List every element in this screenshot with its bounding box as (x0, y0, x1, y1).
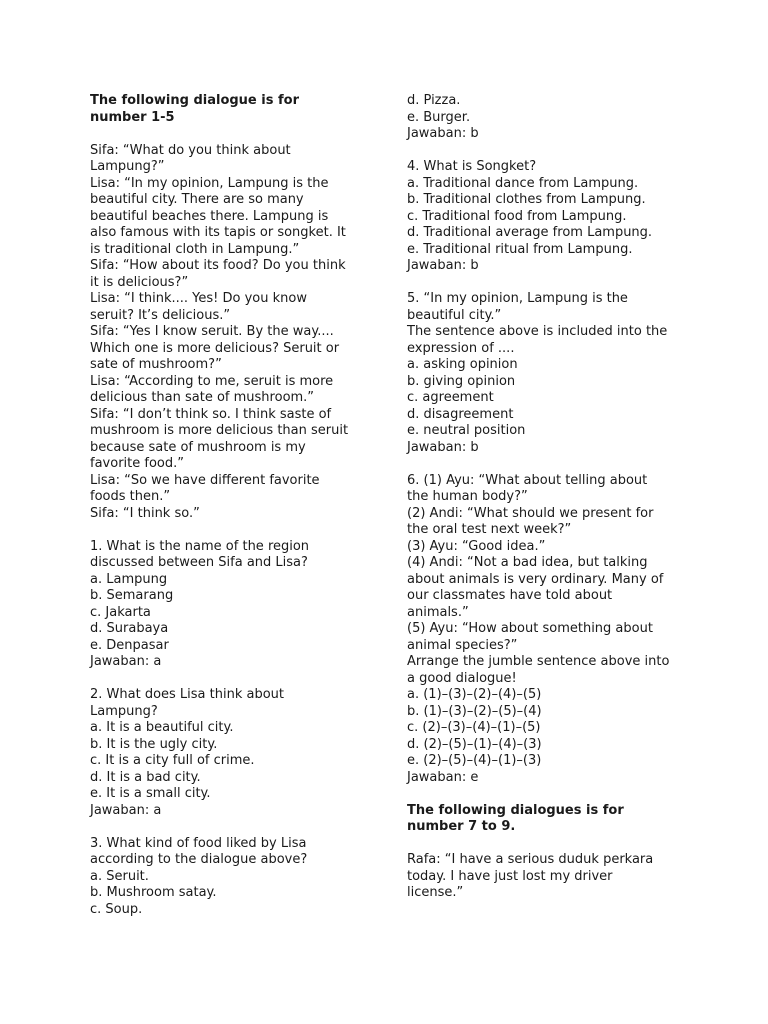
blank-line (90, 522, 375, 539)
text-line: e. Traditional ritual from Lampung. (407, 241, 633, 257)
text-line: b. Semarang (90, 588, 174, 603)
text-line: (2) Andi: “What should we present for (407, 505, 654, 521)
blank-line (90, 819, 375, 836)
text-line: d. It is a bad city. (90, 769, 201, 785)
text-line: b. Traditional clothes from Lampung. (407, 192, 646, 207)
text-line: it is delicious?” (90, 274, 189, 290)
text-line: d. Traditional average from Lampung. (407, 225, 653, 240)
text-line: Sifa: “I don’t think so. I think saste of (90, 406, 332, 422)
text-line: 3. What kind of food liked by Lisa (90, 835, 307, 851)
text-line: Jawaban: e (407, 769, 479, 785)
text-line: our classmates have told about (407, 588, 613, 603)
text-line: Sifa: “Yes I know seruit. By the way.... (90, 324, 334, 339)
right-column (407, 93, 687, 902)
text-line: favorite food.” (90, 456, 184, 471)
text-line: license.” (407, 885, 464, 900)
blank-line (407, 143, 687, 160)
text-line: a. It is a beautiful city. (90, 720, 234, 735)
text-line: c. Traditional food from Lampung. (407, 208, 627, 224)
text-line: a. Lampung (90, 571, 168, 587)
text-line: 2. What does Lisa think about (90, 687, 285, 702)
text-line: c. agreement (407, 390, 494, 405)
text-line: Lampung?” (90, 159, 165, 174)
text-line: Lampung? (90, 703, 158, 719)
text-line: animals.” (407, 604, 469, 620)
blank-line (90, 671, 375, 688)
text-line: 6. (1) Ayu: “What about telling about (407, 472, 648, 488)
text-line: e. Burger. (407, 109, 471, 125)
text-line: c. It is a city full of crime. (90, 753, 255, 768)
text-line: Arrange the jumble sentence above into (407, 654, 670, 669)
text-line: 5. “In my opinion, Lampung is the (407, 291, 628, 306)
text-line: because sate of mushroom is my (90, 439, 306, 455)
text-line: delicious than sate of mushroom.” (90, 390, 315, 405)
text-line: e. It is a small city. (90, 786, 211, 801)
text-line: e. Denpasar (90, 637, 169, 653)
text-line: Which one is more delicious? Seruit or (90, 340, 340, 356)
text-line: c. Jakarta (90, 604, 151, 620)
text-line: mushroom is more delicious than seruit (90, 423, 349, 438)
section-heading-line: number 1-5 (90, 109, 175, 125)
text-line: e. (2)–(5)–(4)–(1)–(3) (407, 753, 542, 768)
text-line: (5) Ayu: “How about something about (407, 621, 653, 636)
text-line: Sifa: “I think so.” (90, 505, 200, 521)
text-line: Jawaban: a (90, 654, 162, 669)
text-line: The sentence above is included into the (407, 324, 668, 339)
text-line: (4) Andi: “Not a bad idea, but talking (407, 555, 648, 570)
text-line: d. disagreement (407, 406, 514, 422)
blank-line (90, 126, 375, 143)
text-line: (3) Ayu: “Good idea.” (407, 538, 546, 554)
text-line: c. (2)–(3)–(4)–(1)–(5) (407, 720, 541, 735)
text-line: d. (2)–(5)–(1)–(4)–(3) (407, 736, 542, 752)
text-line: beautiful city.” (407, 307, 502, 323)
text-line: Jawaban: a (90, 802, 162, 818)
blank-line (407, 275, 687, 292)
section-heading-line: number 7 to 9. (407, 819, 516, 834)
text-line: Sifa: “How about its food? Do you think (90, 258, 346, 273)
text-line: e. neutral position (407, 423, 526, 438)
text-line: a. (1)–(3)–(2)–(4)–(5) (407, 687, 542, 702)
text-line: expression of .... (407, 340, 515, 356)
text-line: Jawaban: b (407, 258, 479, 273)
text-line: Lisa: “I think.... Yes! Do you know (90, 291, 307, 306)
blank-line (407, 786, 687, 803)
text-line: the human body?” (407, 489, 528, 504)
text-line: Lisa: “In my opinion, Lampung is the (90, 175, 329, 191)
text-line: b. Mushroom satay. (90, 885, 217, 900)
text-line: sate of mushroom?” (90, 357, 222, 372)
text-line: 1. What is the name of the region (90, 538, 310, 554)
text-line: c. Soup. (90, 901, 143, 917)
text-line: d. Surabaya (90, 621, 169, 636)
text-line: today. I have just lost my driver (407, 868, 613, 884)
text-line: 4. What is Songket? (407, 159, 537, 174)
text-line: a. Seruit. (90, 868, 149, 884)
text-line: Jawaban: b (407, 126, 479, 141)
text-line: b. (1)–(3)–(2)–(5)–(4) (407, 703, 542, 719)
text-line: b. giving opinion (407, 373, 516, 389)
text-line: also famous with its tapis or songket. It (90, 225, 346, 240)
blank-line (407, 836, 687, 853)
text-line: Lisa: “According to me, seruit is more (90, 373, 334, 389)
text-line: Lisa: “So we have different favorite (90, 472, 320, 488)
text-line: the oral test next week?” (407, 522, 572, 537)
blank-line (407, 456, 687, 473)
text-line: a. asking opinion (407, 357, 518, 372)
text-line: according to the dialogue above? (90, 852, 308, 867)
text-line: beautiful city. There are so many (90, 192, 304, 207)
text-line: Rafa: “I have a serious duduk perkara (407, 852, 654, 867)
text-line: is traditional cloth in Lampung.” (90, 241, 300, 257)
text-line: about animals is very ordinary. Many of (407, 571, 664, 587)
text-line: d. Pizza. (407, 93, 461, 108)
text-line: a good dialogue! (407, 670, 517, 686)
text-line: animal species?” (407, 637, 518, 653)
text-line: Jawaban: b (407, 439, 479, 455)
text-line: discussed between Sifa and Lisa? (90, 555, 308, 570)
text-line: a. Traditional dance from Lampung. (407, 175, 639, 191)
section-heading-line: The following dialogue is for (90, 93, 299, 108)
text-line: b. It is the ugly city. (90, 736, 218, 752)
text-line: Sifa: “What do you think about (90, 142, 291, 158)
text-line: beautiful beaches there. Lampung is (90, 208, 329, 224)
text-line: foods then.” (90, 489, 171, 504)
text-line: seruit? It’s delicious.” (90, 307, 231, 323)
section-heading-line: The following dialogues is for (407, 802, 624, 818)
left-column (90, 93, 375, 918)
